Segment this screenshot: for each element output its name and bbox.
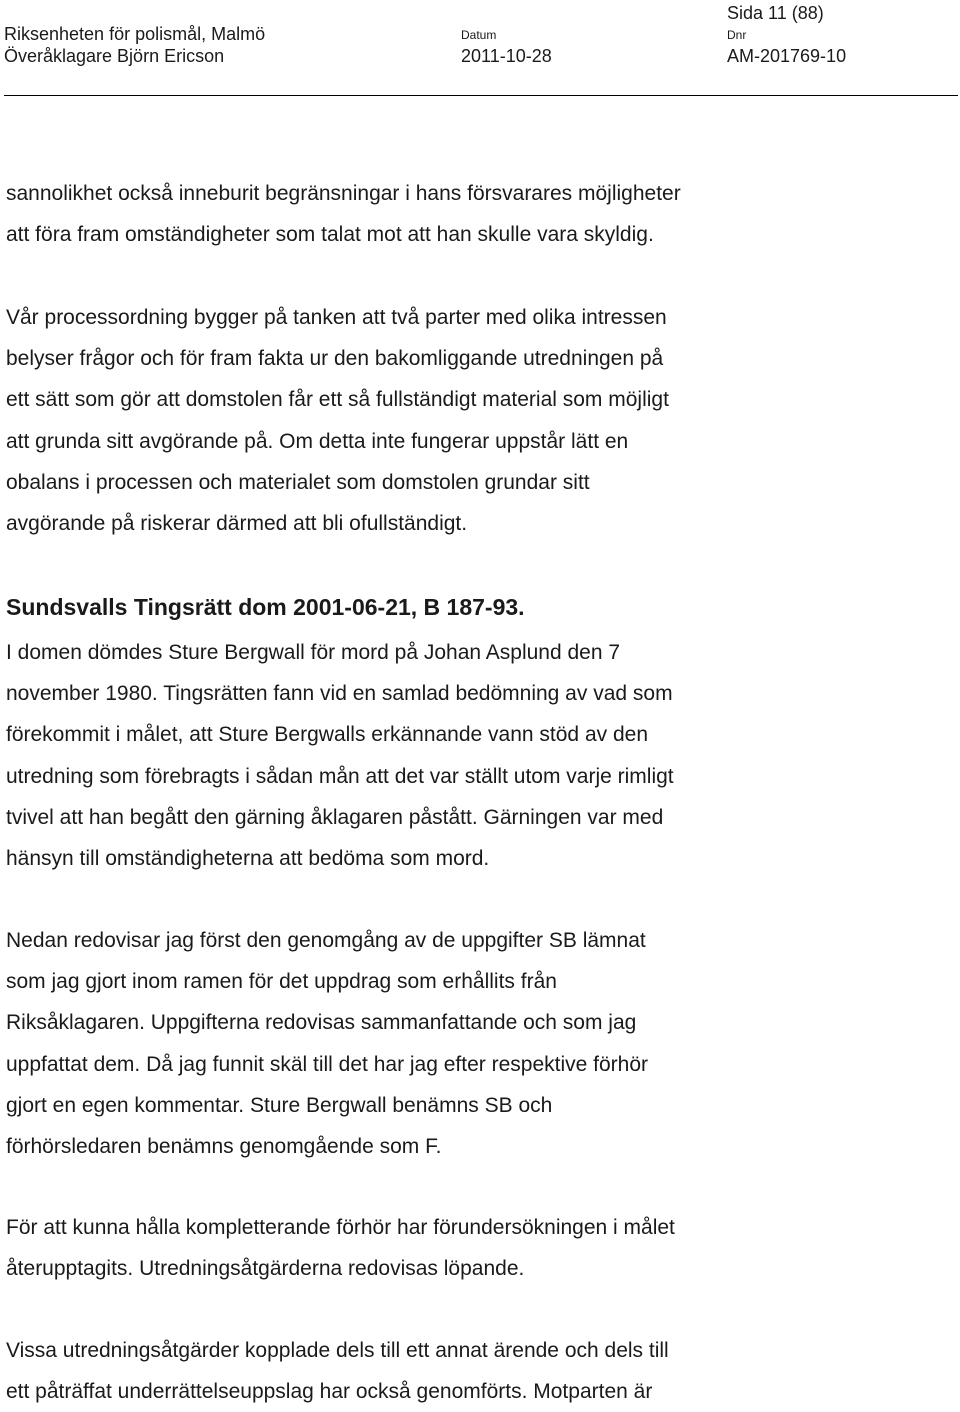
paragraph-line: avgörande på riskerar därmed att bli ofullständigt.: [6, 512, 468, 536]
paragraph-line: förhörsledaren benämns genomgående som F.: [6, 1135, 442, 1159]
paragraph-line: att föra fram omständigheter som talat mot att han skulle vara skyldig.: [6, 223, 654, 247]
paragraph-line: Riksåklagaren. Uppgifterna redovisas sammanfattande och som jag: [6, 1011, 637, 1035]
paragraph-line: I domen dömdes Sture Bergwall för mord på Johan Asplund den 7: [6, 641, 621, 664]
paragraph-line: sannolikhet också inneburit begränsningar i hans försvarares möjligheter: [6, 182, 681, 205]
paragraph-line: ett sätt som gör att domstolen får ett så fullständigt material som möjligt: [6, 388, 669, 412]
paragraph-line: tvivel att han begått den gärning åklagaren påstått. Gärningen var med: [6, 805, 664, 829]
paragraph-line: belyser frågor och för fram fakta ur den bakomliggande utredningen på: [6, 347, 664, 371]
paragraph-3: [6, 632, 956, 879]
paragraph-line: Nedan redovisar jag först den genomgång av de uppgifter SB lämnat: [6, 929, 646, 952]
header-divider: [4, 95, 958, 96]
paragraph-line: hänsyn till omständigheterna att bedöma som mord.: [6, 847, 490, 871]
paragraph-line: För att kunna hålla kompletterande förhör har förundersökningen i målet: [6, 1216, 675, 1239]
header-dnr-value: AM-201769-10: [727, 46, 847, 66]
paragraph-line: Vår processordning bygger på tanken att två parter med olika intressen: [6, 306, 667, 329]
paragraph-line: ett påträffat underrättelseuppslag har också genomförts. Motparten är: [6, 1380, 653, 1404]
paragraph-line: gjort en egen kommentar. Sture Bergwall benämns SB och: [6, 1093, 553, 1117]
paragraph-6: [6, 1330, 956, 1412]
paragraph-4: [6, 920, 956, 1167]
paragraph-line: som jag gjort inom ramen för det uppdrag som erhållits från: [6, 970, 557, 994]
page-number: Sida 11 (88): [727, 3, 824, 23]
paragraph-line: november 1980. Tingsrätten fann vid en samlad bedömning av vad som: [6, 682, 673, 706]
paragraph-1: [6, 173, 956, 255]
header-date-label: Datum: [461, 28, 497, 42]
paragraph-line: uppfattat dem. Då jag funnit skäl till det har jag efter respektive förhör: [6, 1052, 649, 1076]
paragraph-line: återupptagits. Utredningsåtgärderna redovisas löpande.: [6, 1257, 525, 1281]
header-author: Överåklagare Björn Ericson: [4, 46, 225, 66]
paragraph-5: [6, 1207, 956, 1289]
section-heading: Sundsvalls Tingsrätt dom 2001-06-21, B 187-93.: [6, 594, 525, 620]
paragraph-2: [6, 297, 956, 544]
paragraph-line: förekommit i målet, att Sture Bergwalls erkännande vann stöd av den: [6, 723, 648, 747]
header-organization: Riksenheten för polismål, Malmö: [4, 24, 266, 44]
paragraph-line: utredning som förebragts i sådan mån att det var ställt utom varje rimligt: [6, 764, 674, 788]
paragraph-line: att grunda sitt avgörande på. Om detta inte fungerar uppstår lätt en: [6, 429, 629, 453]
paragraph-line: Vissa utredningsåtgärder kopplade dels till ett annat ärende och dels till: [6, 1339, 669, 1362]
header-dnr-label: Dnr: [727, 28, 747, 42]
header-date-value: 2011-10-28: [461, 46, 552, 66]
paragraph-line: obalans i processen och materialet som domstolen grundar sitt: [6, 470, 590, 494]
